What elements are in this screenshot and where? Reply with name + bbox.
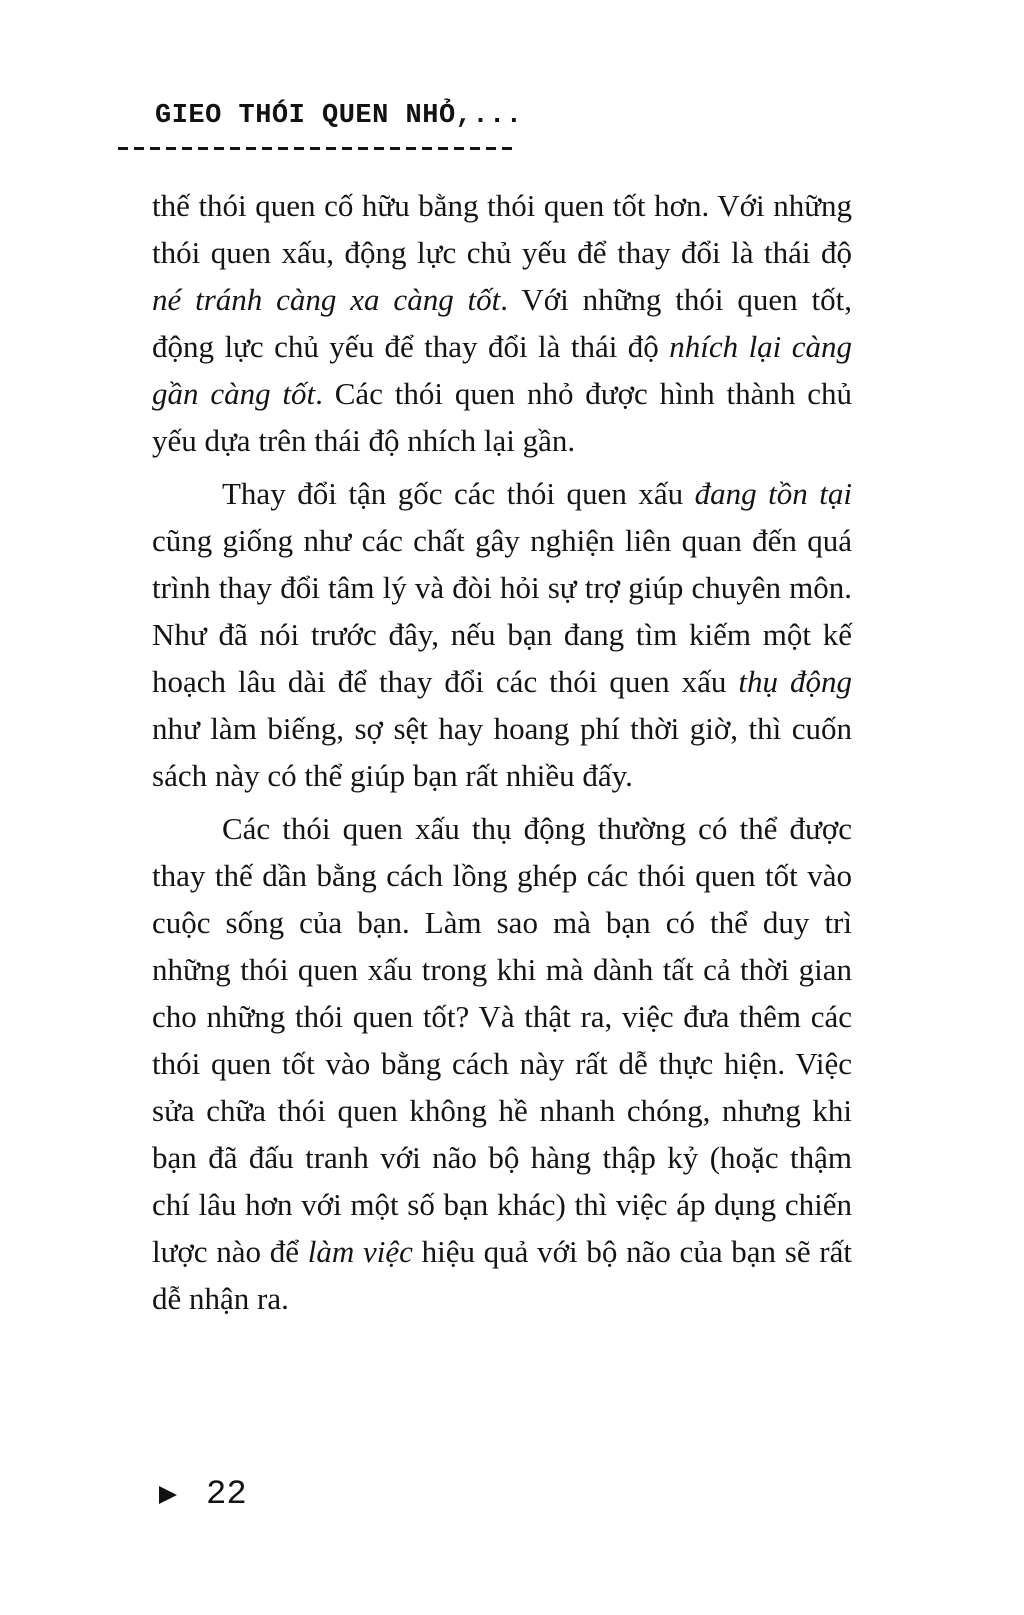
paragraph (152, 182, 852, 464)
text-run: hiệu quả với bộ não của bạn sẽ rất dễ nhận ra. (152, 1234, 852, 1316)
text-run: Các thói quen xấu thụ động thường có thể được thay thế dần bằng cách lồng ghép các thói quen tốt vào cuộc sống của bạn. Làm sao mà bạn có thể duy trì những thói quen xấu trong khi mà dành tất cả thời gian cho những thói quen tốt? Và thật ra, việc đưa thêm các thói quen tốt vào bằng cách này rất dễ thực hiện. Việc sửa chữa thói quen không hề nhanh chóng, nhưng khi bạn đã đấu tranh với não bộ hàng thập kỷ (hoặc thậm chí lâu hơn với một số bạn khác) thì việc áp dụng chiến lược nào để (152, 811, 852, 1269)
triangle-right-icon (158, 1485, 178, 1505)
text-run: . Với những thói quen tốt, động lực chủ yếu để thay đổi là thái độ (152, 282, 852, 364)
running-header: GIEO THÓI QUEN NHỎ,... (155, 101, 523, 131)
italic-text-run: nhích lại càng gần càng tốt (152, 329, 852, 411)
italic-text-run: thụ động (738, 664, 852, 699)
italic-text-run: làm việc (307, 1234, 413, 1269)
italic-text-run: né tránh càng xa càng tốt (152, 282, 501, 317)
text-run: Thay đổi tận gốc các thói quen xấu (222, 476, 695, 511)
header-dashed-rule (118, 147, 518, 150)
text-run: . Các thói quen nhỏ được hình thành chủ yếu dựa trên thái độ nhích lại gần. (152, 376, 852, 458)
italic-text-run: đang tồn tại (694, 476, 853, 511)
text-run: thế thói quen cố hữu bằng thói quen tốt hơn. Với những thói quen xấu, động lực chủ yếu để thay đổi là thái độ (152, 188, 852, 270)
page-body (152, 182, 852, 1322)
paragraph (152, 470, 852, 799)
page-footer (158, 1478, 247, 1512)
text-run: cũng giống như các chất gây nghiện liên quan đến quá trình thay đổi tâm lý và đòi hỏi sự trợ giúp chuyên môn. Như đã nói trước đây, nếu bạn đang tìm kiếm một kế hoạch lâu dài để thay đổi các thói quen xấu (152, 523, 852, 699)
paragraph (152, 805, 852, 1322)
text-run: như làm biếng, sợ sệt hay hoang phí thời giờ, thì cuốn sách này có thể giúp bạn rất nhiều đấy. (152, 711, 852, 793)
page-number: 22 (206, 1476, 247, 1514)
